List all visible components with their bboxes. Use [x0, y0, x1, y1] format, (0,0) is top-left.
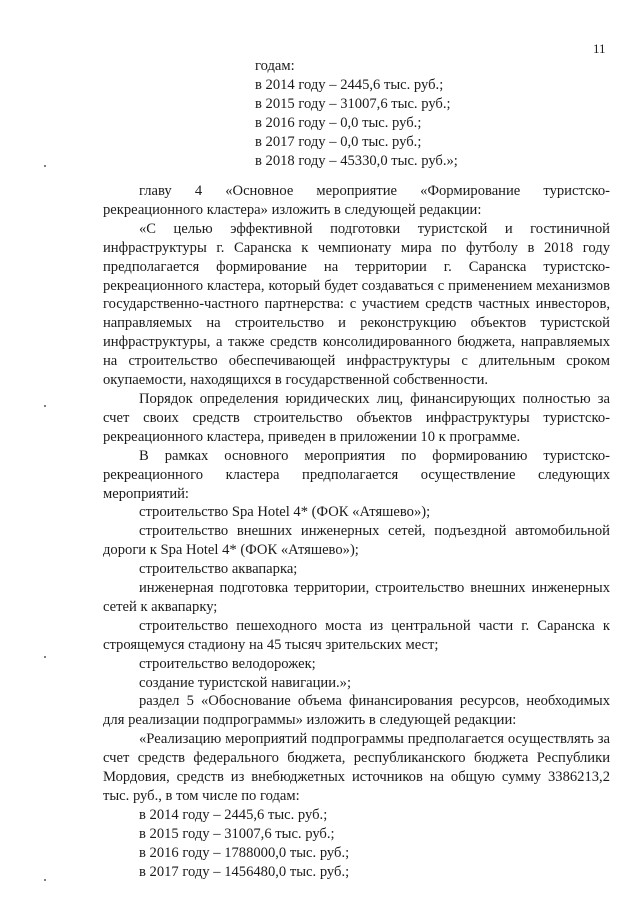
list-item: инженерная подготовка территории, строительство внешних инженерных сетей к аквапарку; — [103, 580, 610, 615]
scan-speck — [44, 656, 46, 658]
list-item: строительство внешних инженерных сетей, подъездной автомобильной дороги к Spa Hotel 4* (ФОК «Атяшево»); — [103, 523, 610, 559]
list-item: создание туристской навигации.»; — [139, 674, 352, 691]
paragraph-chapter4: главу 4 «Основное мероприятие «Формирование туристско-рекреационного кластера» изложить в следующей редакции: — [103, 183, 610, 218]
scan-speck — [44, 165, 46, 167]
list-item: строительство аквапарка; — [139, 561, 298, 578]
list-item: в 2014 году – 2445,6 тыс. руб.; — [255, 76, 444, 93]
list-item: в 2016 году – 1788000,0 тыс. руб.; — [139, 844, 350, 861]
list-item: годам: — [255, 58, 295, 74]
scan-speck — [44, 405, 46, 407]
list-item: в 2016 году – 0,0 тыс. руб.; — [255, 114, 422, 131]
top-year-list — [255, 57, 615, 170]
list-item: строительство пешеходного моста из центральной части г. Саранска к строящемуся стадиону на 45 тысяч зрительских мест; — [103, 617, 610, 653]
list-item: в 2017 году – 0,0 тыс. руб.; — [255, 133, 422, 150]
list-item: строительство Spa Hotel 4* (ФОК «Атяшево»); — [139, 504, 431, 521]
paragraph-measures-intro: В рамках основного мероприятия по формированию туристско-рекреационного кластера предполагается осуществление следующих мероприятий: — [103, 447, 610, 502]
paragraph-financing: «Реализацию мероприятий подпрограммы предполагается осуществлять за счет средств федерального бюджета, республиканского бюджета Республики Мордовия, средств из внебюджетных источников на общую сумму 3386213,2 тыс. руб., в том числе по годам: — [103, 731, 610, 804]
paragraph-procedure: Порядок определения юридических лиц, финансирующих полностью за счет своих средств строительство объектов инфраструктуры туристско-рекреационного кластера, приведен в приложении 10 к программе. — [103, 390, 610, 445]
list-item: строительство велодорожек; — [139, 655, 316, 672]
page-number: 11 — [593, 41, 606, 56]
list-item: в 2015 году – 31007,6 тыс. руб.; — [139, 825, 335, 842]
paragraph-section5: раздел 5 «Обоснование объема финансирования ресурсов, необходимых для реализации подпрограммы» изложить в следующей редакции: — [103, 693, 610, 729]
list-item: в 2018 году – 45330,0 тыс. руб.»; — [255, 152, 458, 169]
list-item: в 2017 году – 1456480,0 тыс. руб.; — [139, 863, 350, 880]
main-text — [103, 182, 610, 882]
scan-speck — [44, 879, 46, 881]
paragraph-goal: «С целью эффективной подготовки туристской и гостиничной инфраструктуры г. Саранска к чемпионату мира по футболу в 2018 году предполагается формирование на территории г. Саранска туристско-рекреационного кластера, который будет создаваться с применением механизмов государственно-частного партнерства: с участием средств частных инвесторов, направляемых на строительство и реконструкцию объектов туристской инфраструктуры, а также средств консолидированного бюджета, направляемых на строительство обеспечивающей инфраструктуры с длительным сроком окупаемости, находящихся в государственной собственности. — [103, 220, 610, 389]
list-item: в 2014 году – 2445,6 тыс. руб.; — [139, 806, 328, 823]
list-item: в 2015 году – 31007,6 тыс. руб.; — [255, 95, 451, 112]
